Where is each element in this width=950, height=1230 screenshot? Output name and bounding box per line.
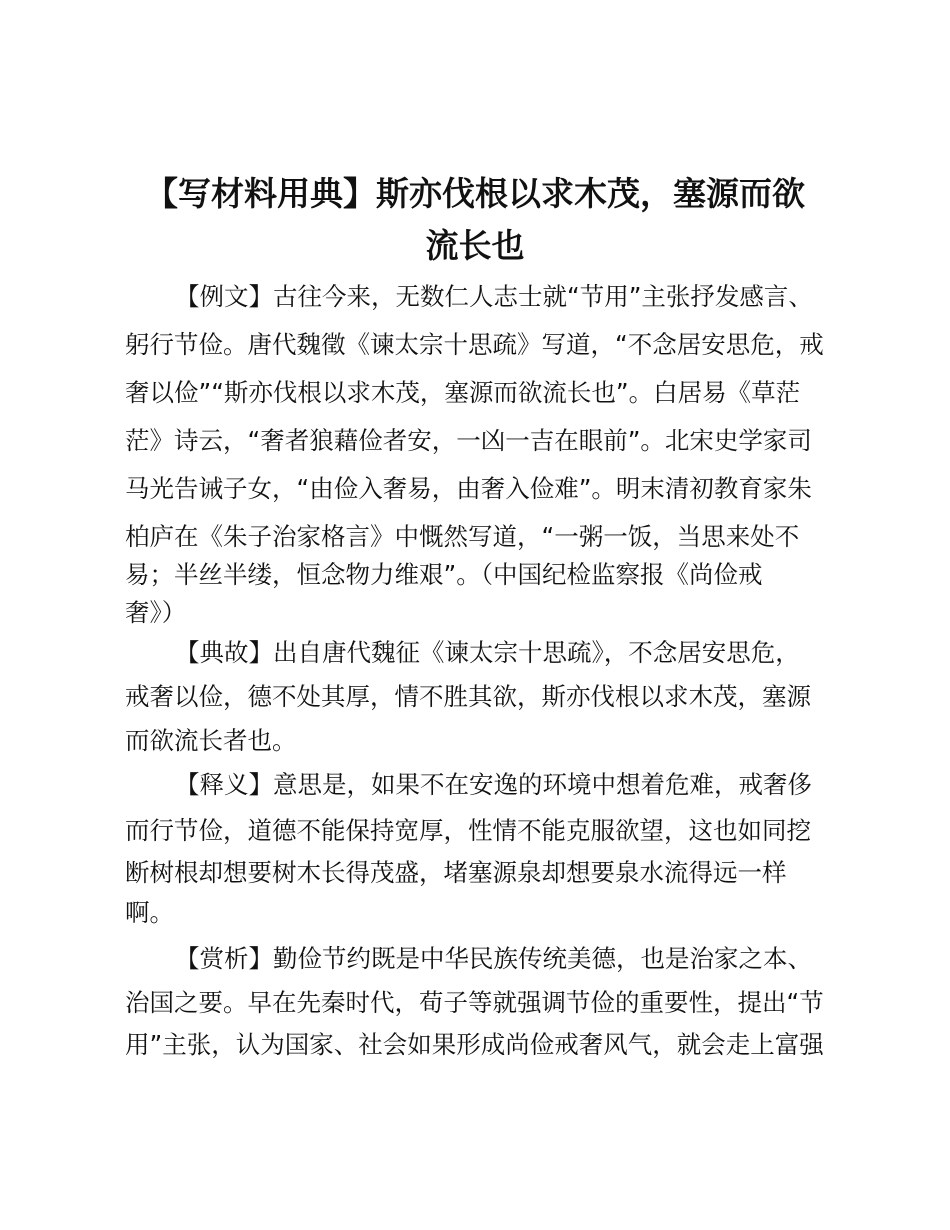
title-line: 【写材料用典】斯亦伐根以求木茂，塞源而欲	[145, 174, 805, 213]
paragraph-appreciation-start: 【赏析】勤俭节约既是中华民族传统美德，也是治家之本、	[175, 944, 812, 973]
text-line: 奢以俭”“斯亦伐根以求木茂，塞源而欲流长也”。白居易《草茫	[125, 378, 801, 407]
paragraph-meaning-start: 【释义】意思是，如果不在安逸的环境中想着危难，戒奢侈	[175, 770, 812, 799]
title-line: 流长也	[425, 226, 525, 265]
text-line: 用”主张，认为国家、社会如果形成尚俭戒奢风气，就会走上富强	[125, 1030, 824, 1059]
text-line: 躬行节俭。唐代魏徵《谏太宗十思疏》写道，“不念居安思危，戒	[125, 330, 824, 359]
text-line: 易；半丝半缕，恒念物力维艰”。（中国纪检监察报《尚俭戒	[125, 560, 763, 589]
text-line: 断树根却想要树木长得茂盛，堵塞源泉却想要泉水流得远一样	[125, 858, 787, 887]
text-line: 治国之要。早在先秦时代，荀子等就强调节俭的重要性，提出“节	[125, 988, 824, 1017]
text-line: 啊。	[125, 898, 174, 927]
text-line: 茫》诗云，“奢者狼藉俭者安，一凶一吉在眼前”。北宋史学家司	[125, 426, 812, 455]
text-line: 而行节俭，道德不能保持宽厚，性情不能克服欲望，这也如同挖	[125, 816, 811, 845]
document-title	[125, 168, 825, 272]
text-line: 柏庐在《朱子治家格言》中慨然写道，“一粥一饭，当思来处不	[125, 522, 800, 551]
text-line: 而欲流长者也。	[125, 726, 297, 755]
text-line: 奢》）	[125, 598, 187, 627]
text-line: 马光告诫子女，“由俭入奢易，由奢入俭难”。明末清初教育家朱	[125, 474, 812, 503]
text-line: 戒奢以俭，德不处其厚，情不胜其欲，斯亦伐根以求木茂，塞源	[125, 682, 811, 711]
paragraph-allusion-start: 【典故】出自唐代魏征《谏太宗十思疏》，不念居安思危，	[175, 638, 800, 667]
paragraph-example-start: 【例文】古往今来，无数仁人志士就“节用”主张抒发感言、	[175, 282, 813, 311]
